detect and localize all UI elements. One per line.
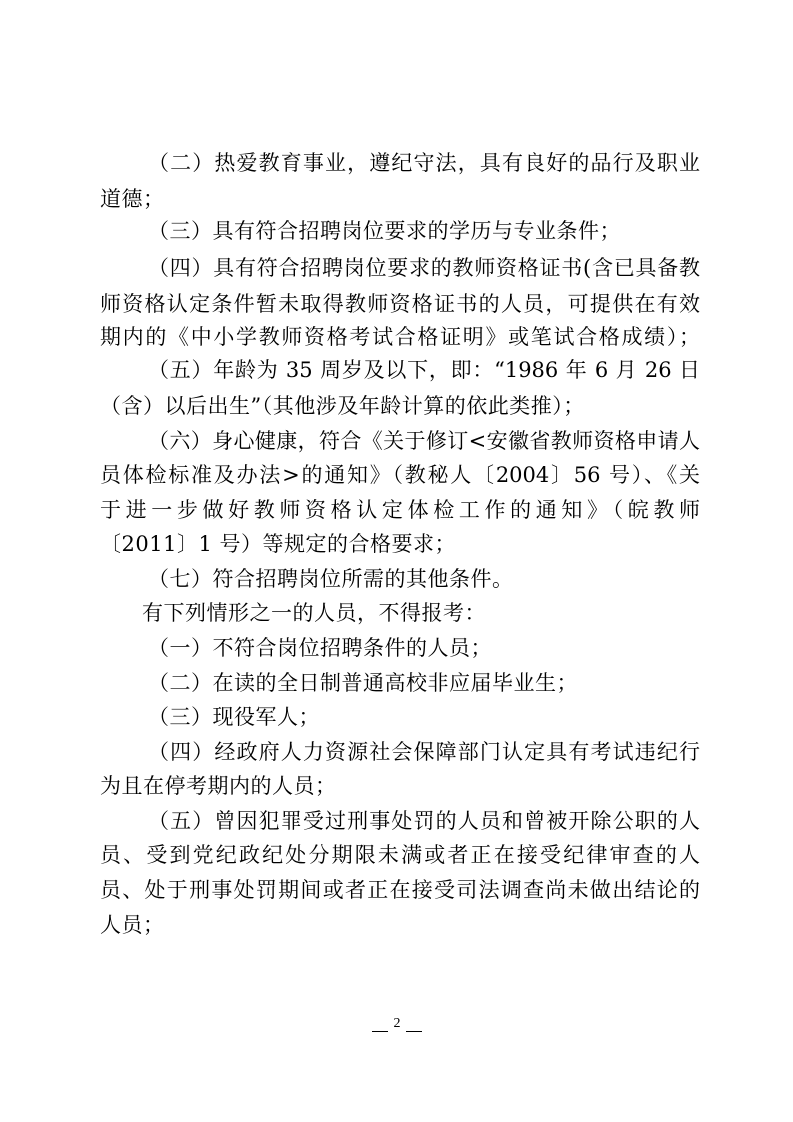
page-number	[372, 1016, 422, 1032]
paragraph-line: 员体检标准及办法>的通知》（教秘人〔2004〕56 号）、《关	[100, 463, 700, 487]
paragraph-line: 期内的《中小学教师资格考试合格证明》或笔试合格成绩）；	[100, 325, 700, 349]
page-number-text: 2	[393, 1016, 401, 1031]
paragraph-line: 人员；	[100, 913, 165, 937]
paragraph-line: （七）符合招聘岗位所需的其他条件。	[148, 567, 514, 591]
paragraph-line: 道德；	[100, 187, 165, 211]
paragraph-line: （六）身心健康，符合《关于修订<安徽省教师资格申请人	[148, 429, 700, 453]
paragraph-line: 员、受到党纪政纪处分期限未满或者正在接受纪律审查的人	[100, 843, 700, 867]
paragraph-line: 于进一步做好教师资格认定体检工作的通知》（皖教师	[100, 498, 700, 522]
paragraph-line: 为且在停考期内的人员；	[100, 774, 337, 798]
paragraph-line: （五）曾因犯罪受过刑事处罚的人员和曾被开除公职的人	[148, 809, 700, 833]
paragraph-line: （三）现役军人；	[148, 705, 320, 729]
paragraph-line: （四）具有符合招聘岗位要求的教师资格证书(含已具备教	[148, 256, 700, 280]
paragraph-line: （四）经政府人力资源社会保障部门认定具有考试违纪行	[148, 740, 700, 764]
paragraph-line: （二）在读的全日制普通高校非应届毕业生；	[148, 671, 578, 695]
paragraph-line: （一）不符合岗位招聘条件的人员；	[148, 636, 492, 660]
paragraph-line: 师资格认定条件暂未取得教师资格证书的人员，可提供在有效	[100, 292, 700, 316]
paragraph-line: 员、处于刑事处罚期间或者正在接受司法调查尚未做出结论的	[100, 878, 700, 902]
paragraph-line: （三）具有符合招聘岗位要求的学历与专业条件；	[148, 219, 621, 243]
paragraph-line: 〔2011〕1 号）等规定的合格要求；	[100, 532, 456, 556]
paragraph-line: （五）年龄为 35 周岁及以下，即：“1986 年 6 月 26 日	[148, 358, 700, 382]
paragraph-line: （二）热爱教育事业，遵纪守法，具有良好的品行及职业	[148, 151, 700, 175]
paragraph-line: 有下列情形之一的人员，不得报考：	[142, 601, 486, 625]
paragraph-line: （含）以后出生”（其他涉及年龄计算的依此类推）；	[100, 394, 585, 418]
